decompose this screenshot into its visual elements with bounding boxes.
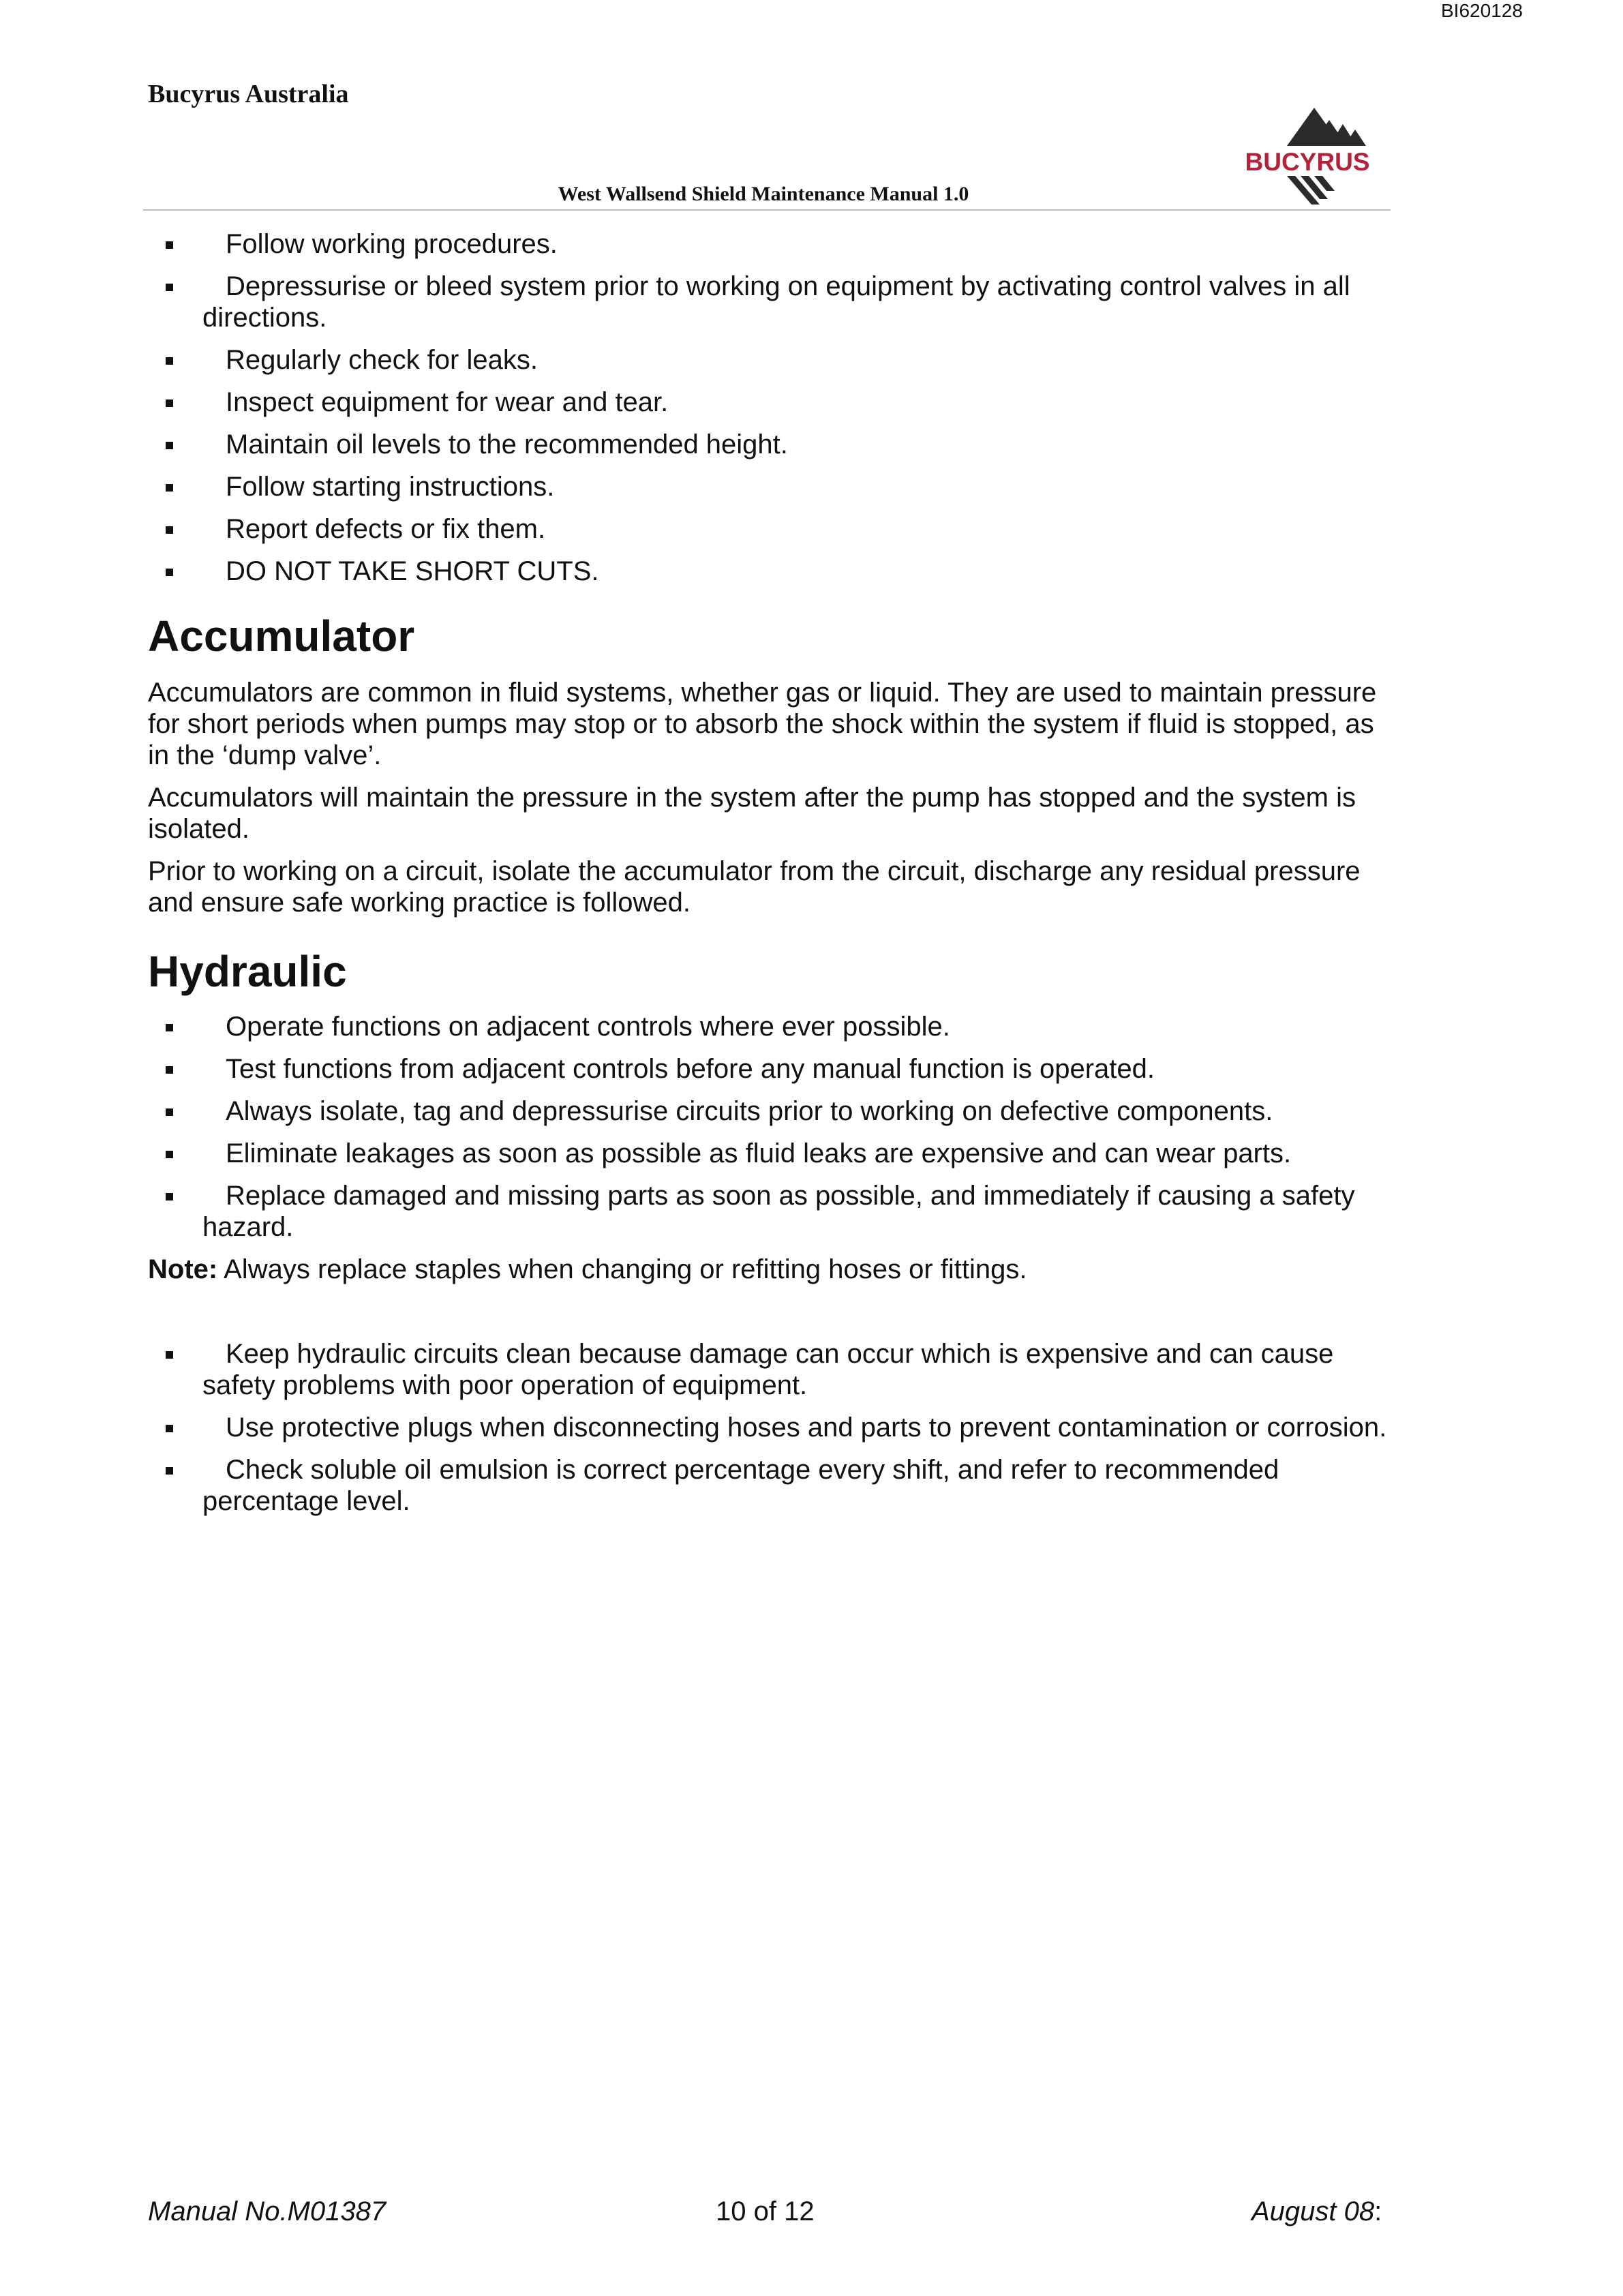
square-bullet-icon: [166, 284, 173, 291]
accumulator-paragraph: Accumulators will maintain the pressure in the system after the pump has stopped and the system is isolated.: [148, 783, 1356, 844]
hydraulic-bullet-list-2: [148, 1338, 1389, 1517]
square-bullet-icon: [166, 1467, 173, 1475]
list-item: Check soluble oil emulsion is correct percentage every shift, and refer to recommended percentage level.: [148, 1454, 1389, 1517]
square-bullet-icon: [166, 399, 173, 407]
square-bullet-icon: [166, 442, 173, 449]
square-bullet-icon: [166, 1108, 173, 1116]
square-bullet-icon: [166, 526, 173, 534]
list-item: Follow starting instructions.: [148, 471, 1389, 502]
accumulator-paragraph: Accumulators are common in fluid systems, whether gas or liquid. They are used to maintain pressure for short periods when pumps may stop or to absorb the shock within the system if fluid is stopped, as in the ‘dump valve’.: [148, 678, 1377, 770]
manual-title: West Wallsend Shield Maintenance Manual 1.0: [558, 183, 969, 205]
note-text: Always replace staples when changing or refitting hoses or fittings.: [217, 1254, 1027, 1284]
logo-text: BUCYRUS: [1245, 148, 1370, 176]
list-item: Depressurise or bleed system prior to working on equipment by activating control valves in all directions.: [148, 271, 1389, 333]
footer-date: [1252, 2196, 1382, 2227]
list-item: Operate functions on adjacent controls where ever possible.: [148, 1011, 1389, 1042]
list-item: Always isolate, tag and depressurise circuits prior to working on defective components.: [148, 1096, 1389, 1127]
list-item: Keep hydraulic circuits clean because damage can occur which is expensive and can cause safety problems with poor operation of equipment.: [148, 1338, 1389, 1401]
section-spacer: [148, 1285, 1389, 1338]
square-bullet-icon: [166, 241, 173, 249]
square-bullet-icon: [166, 484, 173, 492]
list-item: Eliminate leakages as soon as possible as fluid leaks are expensive and can wear parts.: [148, 1138, 1389, 1169]
square-bullet-icon: [166, 1024, 173, 1031]
square-bullet-icon: [166, 1351, 173, 1359]
list-item: DO NOT TAKE SHORT CUTS.: [148, 556, 1389, 587]
document-id: BI620128: [1441, 0, 1523, 21]
square-bullet-icon: [166, 1151, 173, 1158]
list-item: Inspect equipment for wear and tear.: [148, 387, 1389, 418]
company-name: Bucyrus Australia: [148, 80, 349, 108]
intro-bullet-list: [148, 228, 1389, 587]
square-bullet-icon: [166, 1425, 173, 1432]
bucyrus-logo: [1227, 104, 1388, 205]
list-item: Use protective plugs when disconnecting hoses and parts to prevent contamination or corrosion.: [148, 1412, 1389, 1443]
page-content: [148, 228, 1389, 1528]
header-divider: [143, 209, 1391, 211]
list-item: Report defects or fix them.: [148, 513, 1389, 545]
square-bullet-icon: [166, 1193, 173, 1200]
accumulator-paragraph: Prior to working on a circuit, isolate the accumulator from the circuit, discharge any residual pressure and ensure safe working practice is followed.: [148, 856, 1361, 918]
list-item: Replace damaged and missing parts as soon as possible, and immediately if causing a safety hazard.: [148, 1180, 1389, 1243]
hydraulic-bullet-list: [148, 1011, 1389, 1243]
square-bullet-icon: [166, 357, 173, 365]
list-item: Regularly check for leaks.: [148, 344, 1389, 376]
bucyrus-logo-graphic: [1227, 104, 1388, 205]
manual-number: Manual No.M01387: [148, 2196, 386, 2226]
note-paragraph: [148, 1254, 1389, 1285]
footer-date-suffix: :: [1374, 2196, 1382, 2226]
hydraulic-heading: Hydraulic: [148, 947, 347, 996]
list-item: Maintain oil levels to the recommended height.: [148, 429, 1389, 460]
list-item: Test functions from adjacent controls before any manual function is operated.: [148, 1053, 1389, 1085]
note-label: Note:: [148, 1254, 218, 1284]
page-number: 10 of 12: [716, 2196, 815, 2226]
list-item: Follow working procedures.: [148, 228, 1389, 260]
footer-date-text: August 08: [1252, 2196, 1375, 2226]
square-bullet-icon: [166, 1066, 173, 1074]
accumulator-heading: Accumulator: [148, 611, 415, 661]
square-bullet-icon: [166, 569, 173, 576]
